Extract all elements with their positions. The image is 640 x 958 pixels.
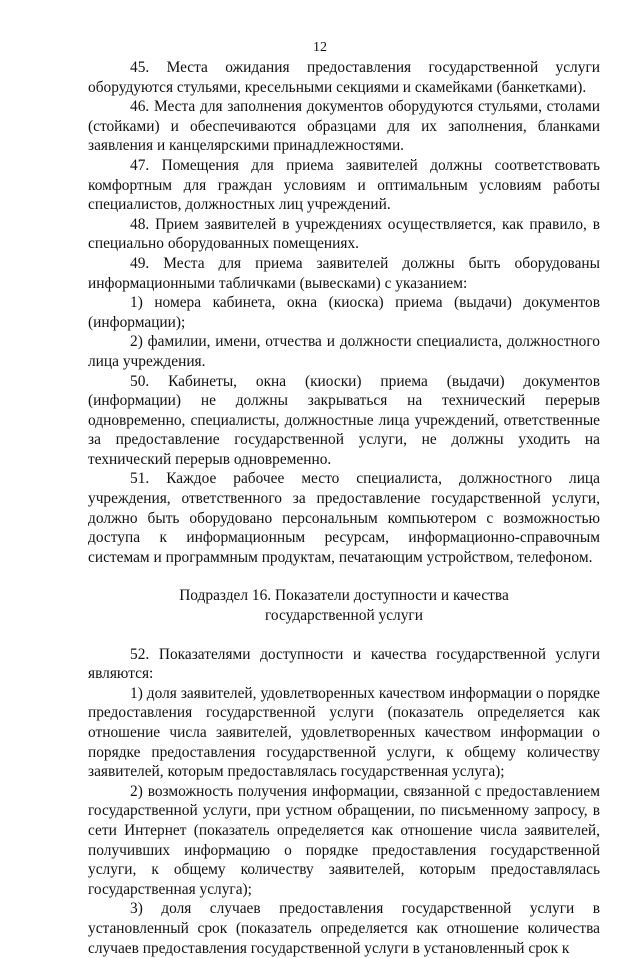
paragraph-52-item-3: 3) доля случаев предоставления государственной услуги в установленный срок (показатель определяется как отношение количества случаев предоставления государственной услуги в установленный срок к	[88, 900, 600, 957]
page-number: 12	[313, 40, 327, 55]
paragraph-52: 52. Показателями доступности и качества государственной услуги являются:	[88, 645, 600, 683]
paragraph-52-item-1: 1) доля заявителей, удовлетворенных качеством информации о порядке предоставления государственной услуги (показатель определяется как отношение числа заявителей, удовлетворенных качеством информации о порядке предоставления государственной услуги, к общему количеству заявителей, которым предоставлялась государственная услуга);	[88, 684, 600, 781]
paragraph-46: 46. Места для заполнения документов оборудуются стульями, столами (стойками) и обеспечиваются образцами для их заполнения, бланками заявления и канцелярскими принадлежностями.	[88, 98, 600, 155]
document-body	[88, 58, 600, 958]
paragraph-52-item-2: 2) возможность получения информации, связанной с предоставлением государственной услуги, при устном обращении, по письменному запросу, в сети Интернет (показатель определяется как отношение числа заявителей, получивших информацию о порядке предоставления государственной услуги, к общему количеству заявителей, которым предоставлялась государственная услуга);	[88, 782, 600, 898]
subsection-heading-line-1: Подраздел 16. Показатели доступности и качества	[179, 587, 509, 605]
subsection-heading-line-2: государственной услуги	[265, 607, 423, 625]
paragraph-49-item-1: 1) номера кабинета, окна (киоска) приема (выдачи) документов (информации);	[88, 294, 600, 331]
paragraph-51: 51. Каждое рабочее место специалиста, должностного лица учреждения, ответственного за предоставление государственной услуги, должно быть оборудовано персональным компьютером с возможностью доступа к информационным ресурсам, информационно-справочным системам и программным продуктам, печатающим устройством, телефоном.	[88, 470, 600, 566]
paragraph-45: 45. Места ожидания предоставления государственной услуги оборудуются стульями, кресельными секциями и скамейками (банкетками).	[88, 59, 600, 96]
paragraph-49-item-2: 2) фамилии, имени, отчества и должности специалиста, должностного лица учреждения.	[88, 333, 600, 370]
paragraph-47: 47. Помещения для приема заявителей должны соответствовать комфортным для граждан условиям и оптимальным условиям работы специалистов, должностных лиц учреждений.	[88, 156, 600, 214]
paragraph-49: 49. Места для приема заявителей должны быть оборудованы информационными табличками (вывесками) с указанием:	[88, 254, 600, 292]
paragraph-48: 48. Прием заявителей в учреждениях осуществляется, как правило, в специально оборудованных помещениях.	[88, 215, 600, 253]
subsection-heading	[88, 586, 600, 625]
paragraph-50: 50. Кабинеты, окна (киоски) приема (выдачи) документов (информации) не должны закрываться на технический перерыв одновременно, специалисты, должностные лица учреждений, ответственные за предоставление государственной услуги, не должны уходить на технический перерыв одновременно.	[88, 372, 600, 468]
